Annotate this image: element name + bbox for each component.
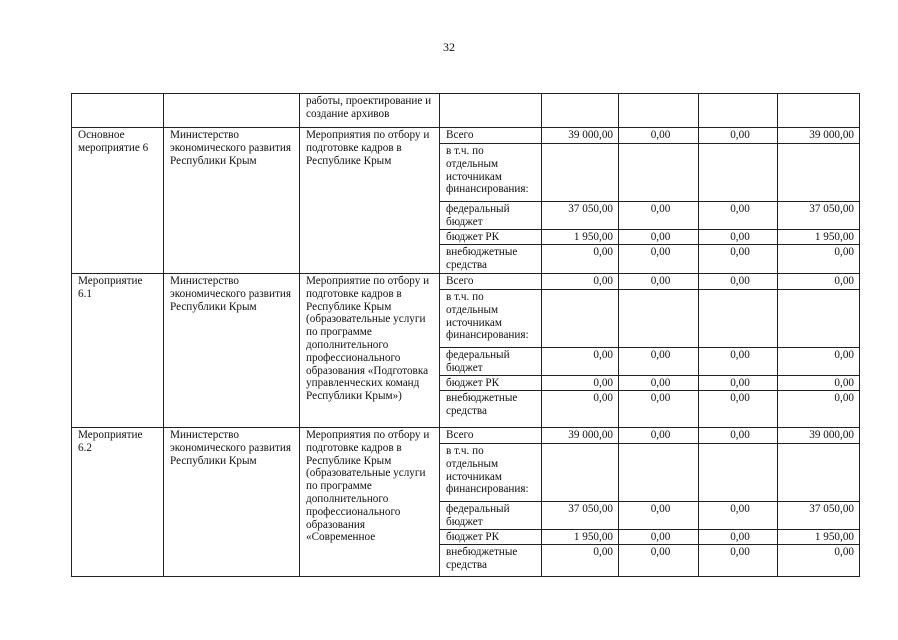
value-cell: 39 000,00 — [778, 428, 860, 444]
value-cell — [619, 444, 699, 502]
value-cell: 1 950,00 — [542, 530, 619, 545]
value-cell — [778, 94, 860, 128]
table-row — [72, 274, 860, 290]
executor-cell: Министерство экономического развития Республики Крым — [164, 274, 300, 428]
funding-source-cell: в т.ч. по отдельным источникам финансирования: — [440, 144, 542, 202]
budget-table — [71, 93, 860, 577]
value-cell: 0,00 — [619, 391, 699, 428]
value-cell: 0,00 — [778, 274, 860, 290]
executor-cell — [164, 94, 300, 128]
value-cell: 0,00 — [699, 230, 778, 245]
funding-source-cell: в т.ч. по отдельным источникам финансирования: — [440, 290, 542, 348]
table-row — [72, 94, 860, 128]
value-cell: 0,00 — [619, 348, 699, 376]
value-cell: 1 950,00 — [542, 230, 619, 245]
value-cell: 0,00 — [699, 128, 778, 144]
value-cell: 0,00 — [619, 376, 699, 391]
value-cell — [778, 144, 860, 202]
value-cell: 0,00 — [699, 376, 778, 391]
funding-source-cell: Всего — [440, 128, 542, 144]
value-cell — [699, 144, 778, 202]
value-cell: 0,00 — [699, 391, 778, 428]
value-cell: 39 000,00 — [542, 428, 619, 444]
value-cell: 0,00 — [619, 202, 699, 230]
value-cell: 0,00 — [778, 391, 860, 428]
funding-source-cell: Всего — [440, 274, 542, 290]
funding-source-cell: федеральный бюджет — [440, 348, 542, 376]
value-cell: 0,00 — [778, 245, 860, 274]
funding-source-cell: внебюджетные средства — [440, 545, 542, 577]
value-cell: 37 050,00 — [542, 502, 619, 530]
description-cell: Мероприятия по отбору и подготовке кадров в Республике Крым (образовательные услуги по программе дополнительного профессионального образования «Современное — [300, 428, 440, 577]
table-row — [72, 128, 860, 144]
funding-source-cell: бюджет РК — [440, 230, 542, 245]
value-cell — [778, 290, 860, 348]
value-cell: 39 000,00 — [778, 128, 860, 144]
page-number: 32 — [443, 40, 455, 54]
value-cell: 0,00 — [542, 545, 619, 577]
value-cell: 37 050,00 — [542, 202, 619, 230]
value-cell: 0,00 — [619, 274, 699, 290]
value-cell: 0,00 — [619, 230, 699, 245]
funding-source-cell — [440, 94, 542, 128]
value-cell: 0,00 — [778, 348, 860, 376]
value-cell: 0,00 — [619, 128, 699, 144]
value-cell: 0,00 — [699, 502, 778, 530]
value-cell: 37 050,00 — [778, 202, 860, 230]
value-cell: 37 050,00 — [778, 502, 860, 530]
value-cell: 0,00 — [699, 348, 778, 376]
value-cell: 0,00 — [619, 545, 699, 577]
event-name-cell: Мероприятие 6.1 — [72, 274, 164, 428]
funding-source-cell: бюджет РК — [440, 376, 542, 391]
value-cell: 0,00 — [619, 245, 699, 274]
funding-source-cell: бюджет РК — [440, 530, 542, 545]
value-cell — [619, 94, 699, 128]
value-cell — [778, 444, 860, 502]
table-row — [72, 428, 860, 444]
funding-source-cell: Всего — [440, 428, 542, 444]
value-cell: 0,00 — [699, 202, 778, 230]
value-cell — [699, 94, 778, 128]
executor-cell: Министерство экономического развития Республики Крым — [164, 128, 300, 274]
value-cell: 0,00 — [542, 245, 619, 274]
description-cell: работы, проектирование и создание архивов — [300, 94, 440, 128]
value-cell: 0,00 — [542, 376, 619, 391]
value-cell: 0,00 — [699, 530, 778, 545]
value-cell: 0,00 — [699, 428, 778, 444]
value-cell: 39 000,00 — [542, 128, 619, 144]
table-body — [72, 94, 860, 577]
event-name-cell: Мероприятие 6.2 — [72, 428, 164, 577]
value-cell: 0,00 — [542, 274, 619, 290]
funding-source-cell: в т.ч. по отдельным источникам финансирования: — [440, 444, 542, 502]
value-cell: 0,00 — [699, 274, 778, 290]
value-cell — [699, 444, 778, 502]
funding-source-cell: внебюджетные средства — [440, 391, 542, 428]
event-name-cell: Основное мероприятие 6 — [72, 128, 164, 274]
value-cell: 0,00 — [619, 502, 699, 530]
value-cell: 0,00 — [542, 348, 619, 376]
funding-source-cell: внебюджетные средства — [440, 245, 542, 274]
value-cell — [542, 444, 619, 502]
funding-source-cell: федеральный бюджет — [440, 502, 542, 530]
value-cell — [542, 290, 619, 348]
value-cell — [699, 290, 778, 348]
value-cell: 0,00 — [619, 428, 699, 444]
value-cell: 0,00 — [778, 545, 860, 577]
value-cell: 0,00 — [778, 376, 860, 391]
value-cell — [542, 144, 619, 202]
value-cell: 0,00 — [619, 530, 699, 545]
value-cell: 0,00 — [542, 391, 619, 428]
event-name-cell — [72, 94, 164, 128]
value-cell — [542, 94, 619, 128]
executor-cell: Министерство экономического развития Республики Крым — [164, 428, 300, 577]
description-cell: Мероприятие по отбору и подготовке кадров в Республике Крым (образовательные услуги по программе дополнительного профессионального образования «Подготовка управленческих команд Республики Крым») — [300, 274, 440, 428]
value-cell: 0,00 — [699, 245, 778, 274]
value-cell: 1 950,00 — [778, 230, 860, 245]
value-cell: 1 950,00 — [778, 530, 860, 545]
description-cell: Мероприятия по отбору и подготовке кадров в Республике Крым — [300, 128, 440, 274]
funding-source-cell: федеральный бюджет — [440, 202, 542, 230]
value-cell: 0,00 — [699, 545, 778, 577]
value-cell — [619, 144, 699, 202]
value-cell — [619, 290, 699, 348]
